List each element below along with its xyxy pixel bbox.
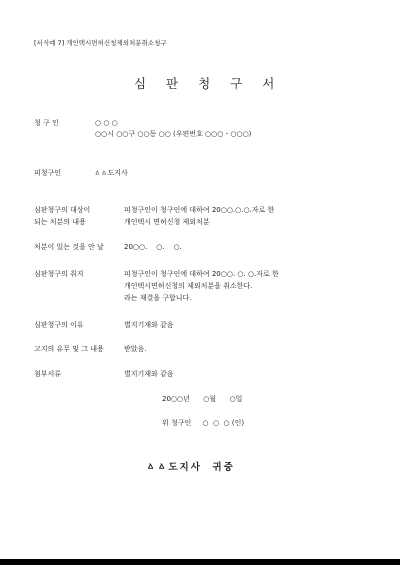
addressee: ㅿㅿ도지사 귀중 [146,462,235,473]
purpose-line3: 라는 재결을 구합니다. [124,294,192,302]
notice-value: 받았음. [124,345,147,353]
attachments-label: 첨부서류 [34,370,62,378]
bottom-border [0,559,400,565]
document-title: 심 판 청 구 서 [134,76,283,91]
notice-label: 고지의 유무 및 그 내용 [34,345,104,353]
respondent-value: ㅿㅿ도지사 [94,169,128,177]
subject-value-line2: 개인택시 면허신청 제외처분 [124,218,210,226]
awareness-value: 20○○. ○. ○. [124,243,182,251]
subject-label-line1: 심판청구의 대상이 [34,206,91,214]
purpose-line1: 피청구인이 청구인에 대하여 20○○. ○. ○.자로 한 [124,270,279,278]
claimant-label: 청 구 인 [34,119,59,127]
respondent-label: 피청구인 [34,169,62,177]
reason-label: 심판청구의 이유 [34,321,84,329]
claimant-address: ○○시 ○○구 ○○동 ○○ (우편번호 ○○○ - ○○○) [95,130,252,138]
date-line: 20○○년 ○월 ○일 [162,395,243,403]
subject-value-line1: 피청구인이 청구인에 대하여 20○○.○.○.자로 한 [124,206,275,214]
signature-line: 위 청구인 ○ ○ ○ (인) [162,419,245,427]
form-label: [서식예 7] 개인택시면허신청제외처분취소청구 [34,39,167,47]
purpose-label: 심판청구의 취지 [34,270,84,278]
reason-value: 별지기재와 같음 [124,321,174,329]
claimant-name: ○ ○ ○ [95,119,118,127]
subject-label-line2: 되는 처분의 내용 [34,218,86,226]
awareness-label: 처분이 있는 것을 안 날 [34,243,104,251]
attachments-value: 별지기재와 같음 [124,370,174,378]
purpose-line2: 개인택시면허신청의 제외처분을 취소한다. [124,282,253,290]
